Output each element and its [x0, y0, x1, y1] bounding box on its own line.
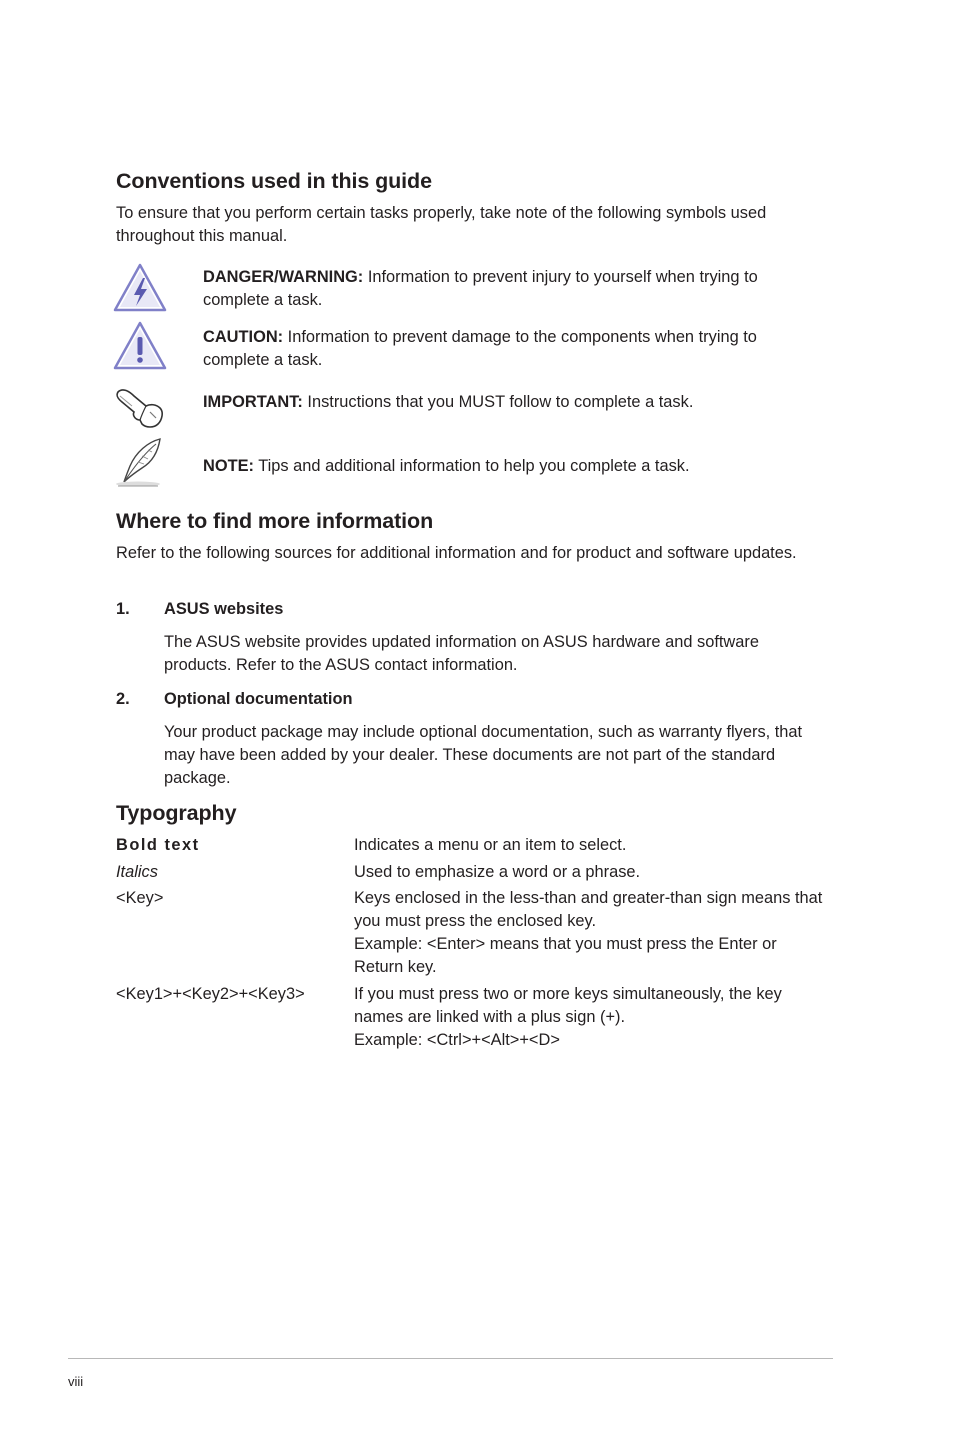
typography-desc — [354, 887, 824, 979]
item-title: Optional documentation — [164, 690, 353, 708]
typography-desc — [354, 983, 824, 1052]
item-title: ASUS websites — [164, 600, 284, 618]
notice-label: DANGER/WARNING: — [203, 268, 364, 286]
typography-desc: Used to emphasize a word or a phrase. — [354, 863, 641, 881]
typography-desc-line: Keys enclosed in the less-than and greater-than sign means that you must press the enclosed key. — [354, 889, 823, 930]
notice-text: Instructions that you MUST follow to complete a task. — [302, 393, 694, 411]
conventions-intro: To ensure that you perform certain tasks properly, take note of the following symbols used throughout this manual. — [116, 204, 767, 245]
typography-term-bold: Bold text — [116, 836, 200, 854]
caution-icon — [112, 320, 168, 372]
typography-term-key: <Key> — [116, 889, 164, 907]
notice-text: Tips and additional information to help you complete a task. — [254, 457, 690, 475]
notice-label: IMPORTANT: — [203, 393, 303, 411]
item-number: 1. — [116, 600, 130, 618]
footer-rule — [68, 1358, 833, 1359]
notice-text: Information to prevent damage to the components when trying to complete a task. — [203, 328, 757, 369]
notice-note — [203, 455, 813, 478]
notice-danger-warning — [203, 266, 813, 312]
page-number: viii — [68, 1374, 84, 1389]
typography-example: Example: <Enter> means that you must press the Enter or Return key. — [354, 935, 777, 976]
item-text: The ASUS website provides updated information on ASUS hardware and software products. Refer to the ASUS contact information. — [164, 633, 759, 674]
typography-desc: Indicates a menu or an item to select. — [354, 836, 627, 854]
more-info-intro: Refer to the following sources for additional information and for product and software updates. — [116, 544, 797, 562]
typography-term-key-combo: <Key1>+<Key2>+<Key3> — [116, 985, 305, 1003]
typography-desc-line: If you must press two or more keys simultaneously, the key names are linked with a plus sign (+). — [354, 985, 782, 1026]
typography-example: Example: <Ctrl>+<Alt>+<D> — [354, 1031, 560, 1049]
danger-warning-icon — [112, 262, 168, 314]
note-quill-icon — [112, 436, 168, 488]
conventions-heading: Conventions used in this guide — [116, 169, 432, 193]
item-text: Your product package may include optional documentation, such as warranty flyers, that may have been added by your dealer. These documents are not part of the standard package. — [164, 723, 803, 787]
typography-term-italics: Italics — [116, 863, 158, 881]
item-number: 2. — [116, 690, 130, 708]
typography-heading: Typography — [116, 801, 237, 825]
more-info-heading: Where to find more information — [116, 509, 434, 533]
notice-important — [203, 391, 813, 414]
notice-label: CAUTION: — [203, 328, 284, 346]
notice-text: Information to prevent injury to yourself when trying to complete a task. — [203, 268, 758, 309]
notice-label: NOTE: — [203, 457, 254, 475]
important-hand-icon — [112, 382, 168, 434]
notice-caution — [203, 326, 813, 372]
